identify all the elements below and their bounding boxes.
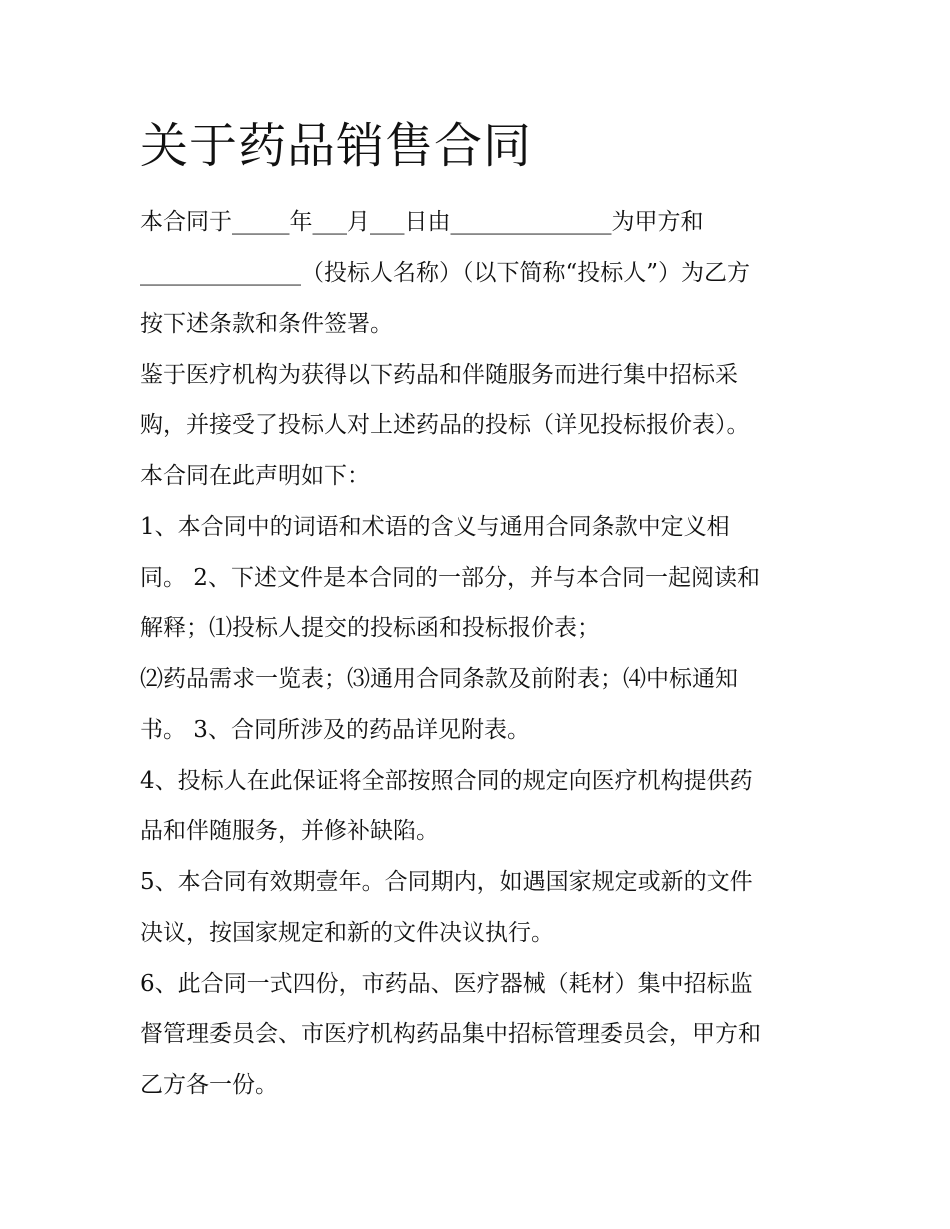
document-title: 关于药品销售合同	[140, 118, 533, 174]
text-line-2: ______________（投标人名称）（以下简称“投标人”）为乙方	[140, 260, 751, 286]
text-line-6: 本合同在此声明如下：	[140, 463, 370, 489]
text-line-12: 4、投标人在此保证将全部按照合同的规定向医疗机构提供药	[140, 768, 753, 794]
text-line-8: 同。 2、下述文件是本合同的一部分，并与本合同一起阅读和	[140, 565, 760, 591]
text-line-11: 书。 3、合同所涉及的药品详见附表。	[140, 717, 530, 743]
text-line-10: ⑵药品需求一览表；⑶通用合同条款及前附表；⑷中标通知	[140, 666, 738, 692]
text-line-9: 解释；⑴投标人提交的投标函和投标报价表；	[140, 615, 600, 641]
text-line-14: 5、本合同有效期壹年。合同期内，如遇国家规定或新的文件	[140, 869, 753, 895]
text-line-5: 购，并接受了投标人对上述药品的投标（详见投标报价表）。	[140, 412, 750, 438]
text-line-13: 品和伴随服务，并修补缺陷。	[140, 818, 439, 844]
text-line-17: 督管理委员会、市医疗机构药品集中招标管理委员会，甲方和	[140, 1021, 761, 1047]
text-line-4: 鉴于医疗机构为获得以下药品和伴随服务而进行集中招标采	[140, 362, 738, 388]
text-line-16: 6、此合同一式四份，市药品、医疗器械（耗材）集中招标监	[140, 971, 753, 997]
text-line-18: 乙方各一份。	[140, 1072, 278, 1098]
text-line-15: 决议，按国家规定和新的文件决议执行。	[140, 920, 554, 946]
text-line-3: 按下述条款和条件签署。	[140, 311, 393, 337]
text-line-1: 本合同于_____年___月___日由______________为甲方和	[140, 209, 704, 235]
text-line-7: 1、本合同中的词语和术语的含义与通用合同条款中定义相	[140, 514, 730, 540]
